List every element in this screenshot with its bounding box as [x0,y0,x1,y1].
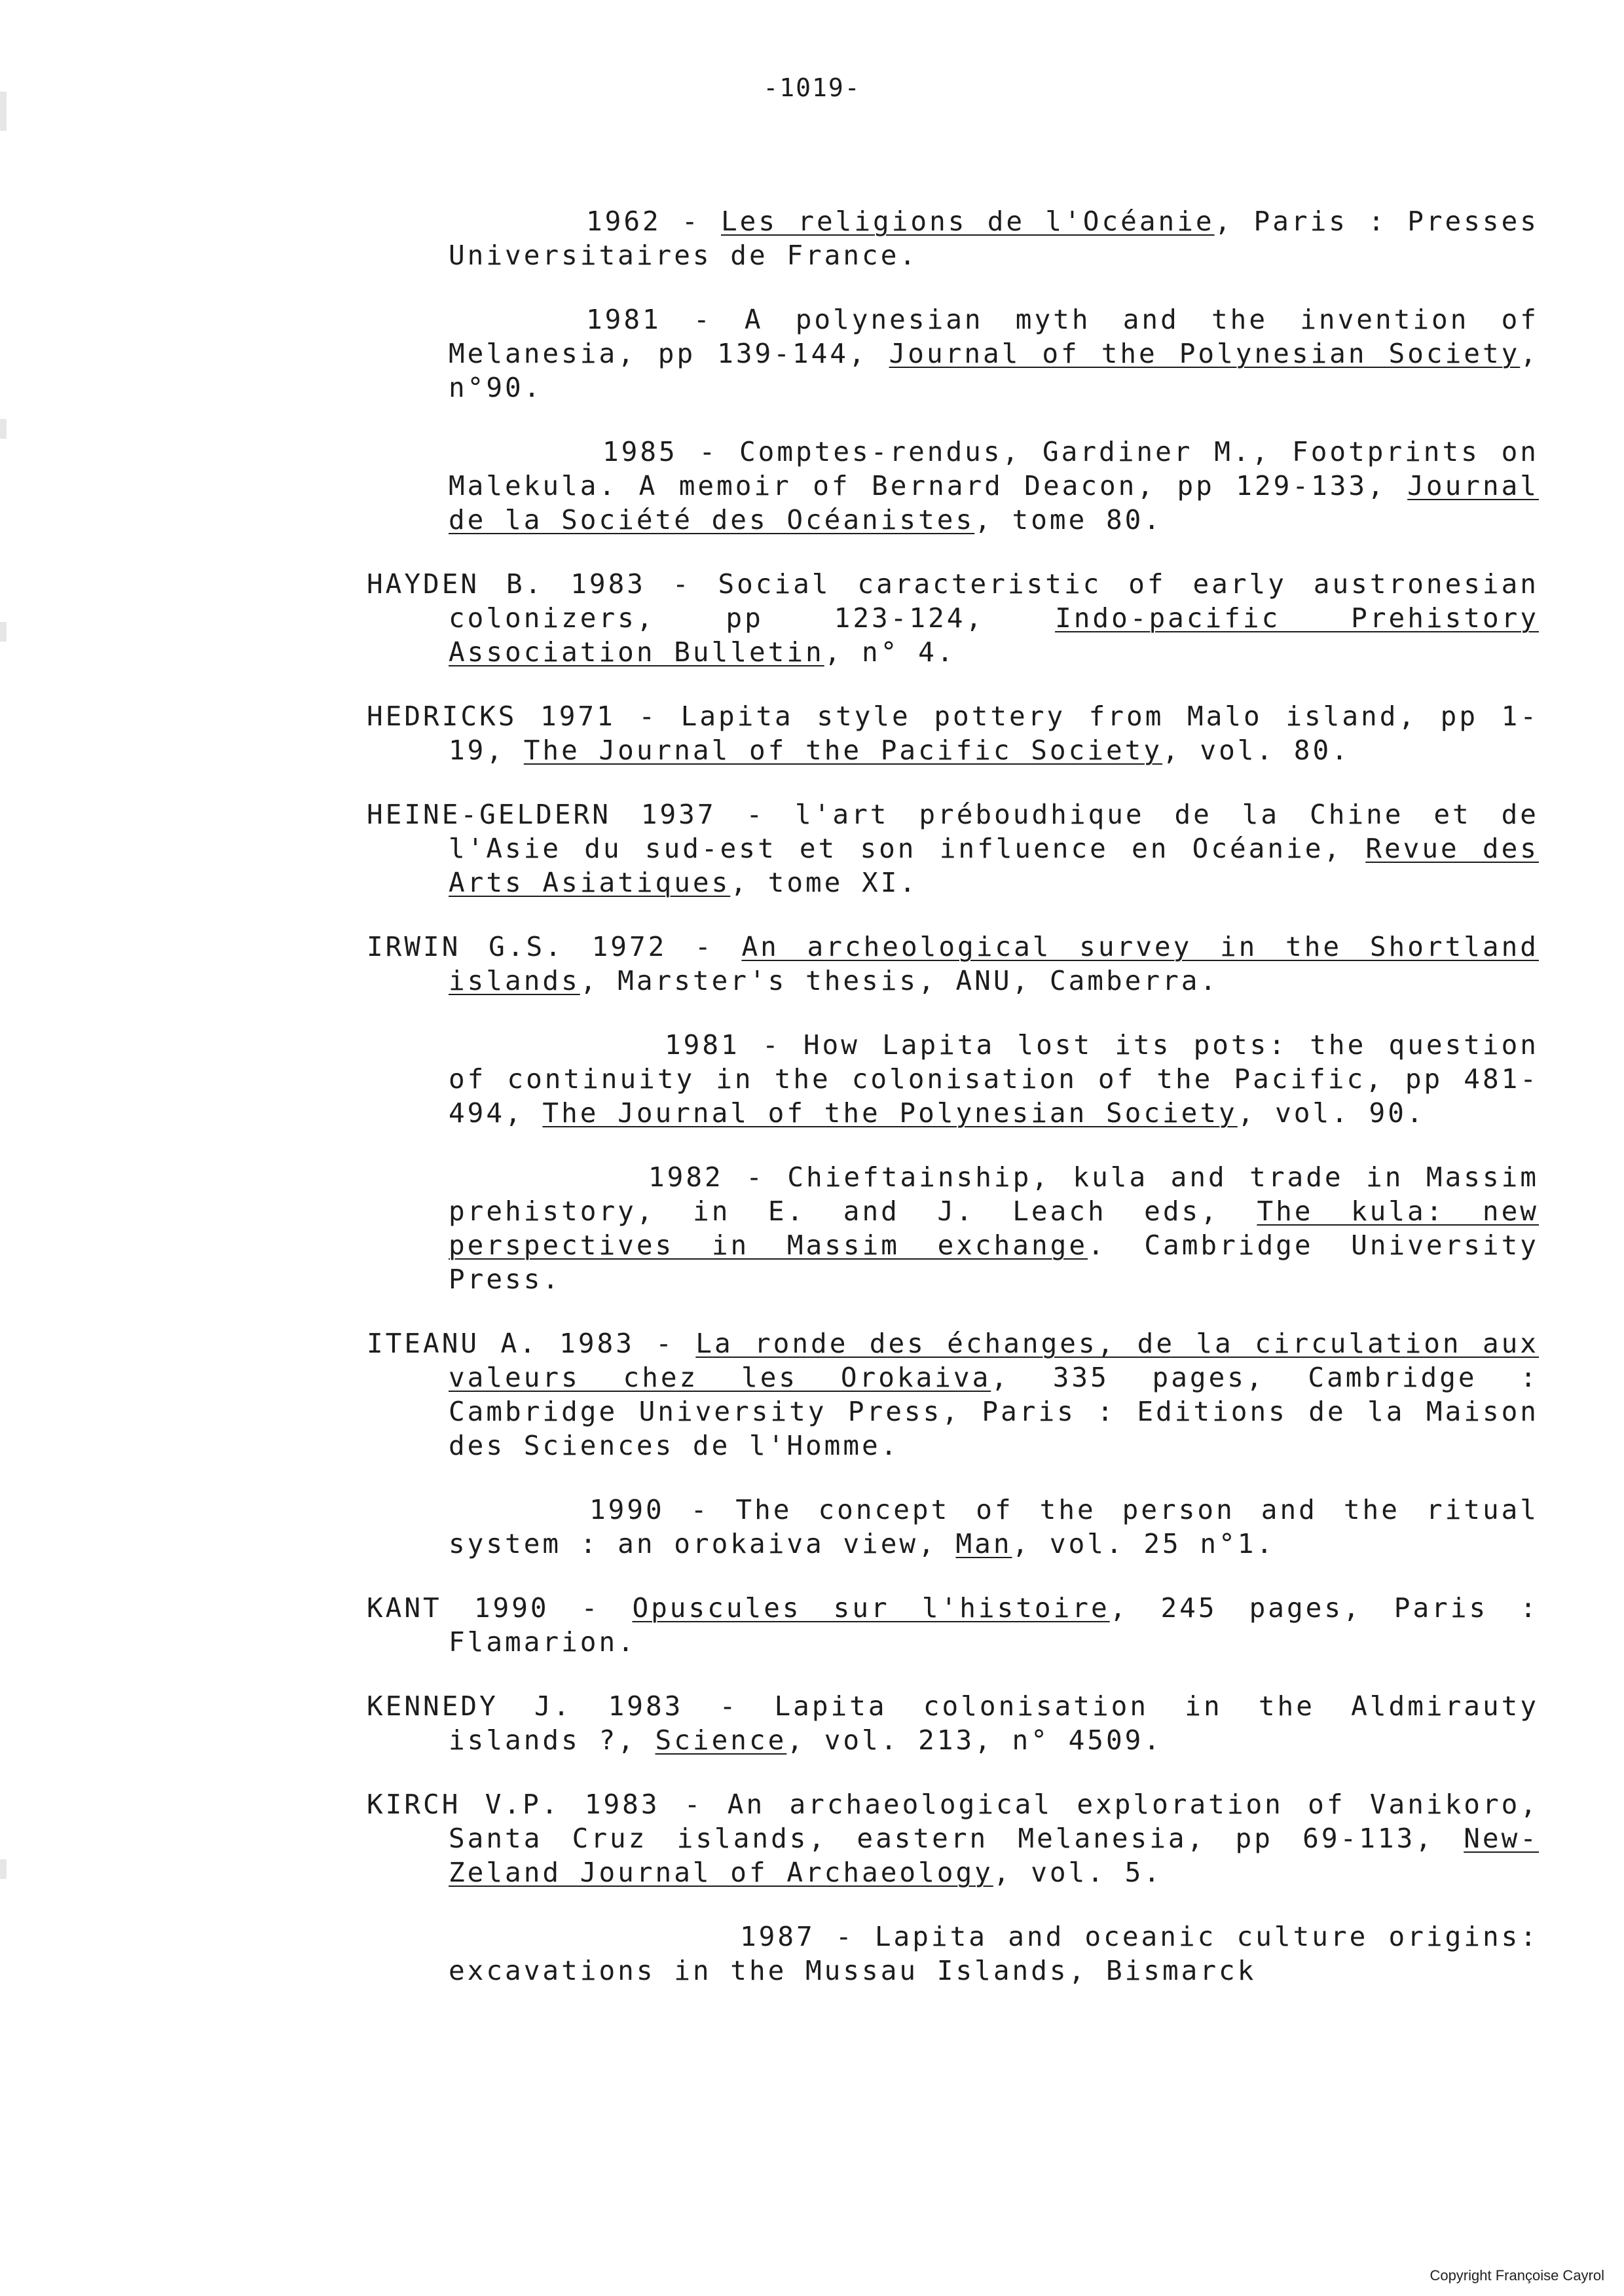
work-title: The Journal of the Pacific Society [523,735,1163,766]
bibliography-entry: IRWIN G.S. 1972 - An archeological survey in the Shortland islands, Marster's thesis, ANU, Camberra. [367,931,1539,996]
work-title: The kula: new perspectives in Massim exchange [449,1195,1539,1261]
work-title: Indo-pacific Prehistory Association Bulletin [449,602,1540,668]
work-title: La ronde des échanges, de la circulation aux valeurs chez les Orokaiva [449,1328,1539,1393]
bibliography-entry: ITEANU A. 1983 - La ronde des échanges, de la circulation aux valeurs chez les Orokaiva, 335 pages, Cambridge : Cambridge University Press, Paris : Editions de la Maison des Sciences de l'Homme. [367,1328,1539,1461]
page-number: -1019- [763,73,861,102]
work-title: An archeological survey in the Shortland islands [449,931,1539,996]
bibliography-entry: 1990 - The concept of the person and the ritual system : an orokaiva view, Man, vol. 25 n°1. [449,1494,1539,1559]
work-title: The Journal of the Polynesian Society [542,1097,1238,1129]
copyright-notice: Copyright Françoise Cayrol [1430,2267,1604,2284]
bibliography-entry: 1981 - A polynesian myth and the invention of Melanesia, pp 139-144, Journal of the Polynesian Society, n°90. [449,304,1539,403]
work-title: Journal of the Polynesian Society [889,338,1521,369]
work-title: Man [955,1528,1012,1559]
scan-margin-mark [0,419,7,439]
bibliography-entry: HEINE-GELDERN 1937 - l'art préboudhique de la Chine et de l'Asie du sud-est et son influence en Océanie, Revue des Arts Asiatiques, tome XI. [367,799,1539,898]
work-title: Opuscules sur l'histoire [632,1592,1110,1624]
bibliography-entry: KIRCH V.P. 1983 - An archaeological exploration of Vanikoro, Santa Cruz islands, eastern Melanesia, pp 69-113, New-Zeland Journal of Archaeology, vol. 5. [367,1789,1539,1888]
scan-margin-mark [0,622,7,642]
bibliography-entry: KENNEDY J. 1983 - Lapita colonisation in the Aldmirauty islands ?, Science, vol. 213, n° 4509. [367,1690,1539,1756]
scan-margin-mark [0,1859,7,1879]
bibliography-entry: 1982 - Chieftainship, kula and trade in Massim prehistory, in E. and J. Leach eds, The kula: new perspectives in Massim exchange. Cambridge University Press. [449,1161,1539,1295]
bibliography-entry: HAYDEN B. 1983 - Social caracteristic of early austronesian colonizers, pp 123-124, Indo-pacific Prehistory Association Bulletin, n° 4. [367,568,1540,668]
work-title: Science [655,1724,787,1756]
work-title: Revue des Arts Asiatiques [449,833,1539,898]
work-title: New-Zeland Journal of Archaeology [449,1823,1539,1888]
bibliography-entry: 1987 - Lapita and oceanic culture origins: excavations in the Mussau Islands, Bismarck [449,1921,1539,1986]
work-title: Les religions de l'Océanie [720,206,1215,237]
bibliography [367,204,1539,2018]
bibliography-entry: KANT 1990 - Opuscules sur l'histoire, 245 pages, Paris : Flamarion. [367,1592,1539,1658]
work-title: Journal de la Société des Océanistes [449,470,1539,536]
bibliography-entry: HEDRICKS 1971 - Lapita style pottery from Malo island, pp 1-19, The Journal of the Pacific Society, vol. 80. [367,701,1539,766]
bibliography-entry: 1962 - Les religions de l'Océanie, Paris : Presses Universitaires de France. [449,206,1539,271]
bibliography-entry: 1981 - How Lapita lost its pots: the question of continuity in the colonisation of the Pacific, pp 481-494, The Journal of the Polynesian Society, vol. 90. [449,1029,1539,1129]
bibliography-entry: 1985 - Comptes-rendus, Gardiner M., Footprints on Malekula. A memoir of Bernard Deacon, pp 129-133, Journal de la Société des Océanistes, tome 80. [449,436,1539,536]
